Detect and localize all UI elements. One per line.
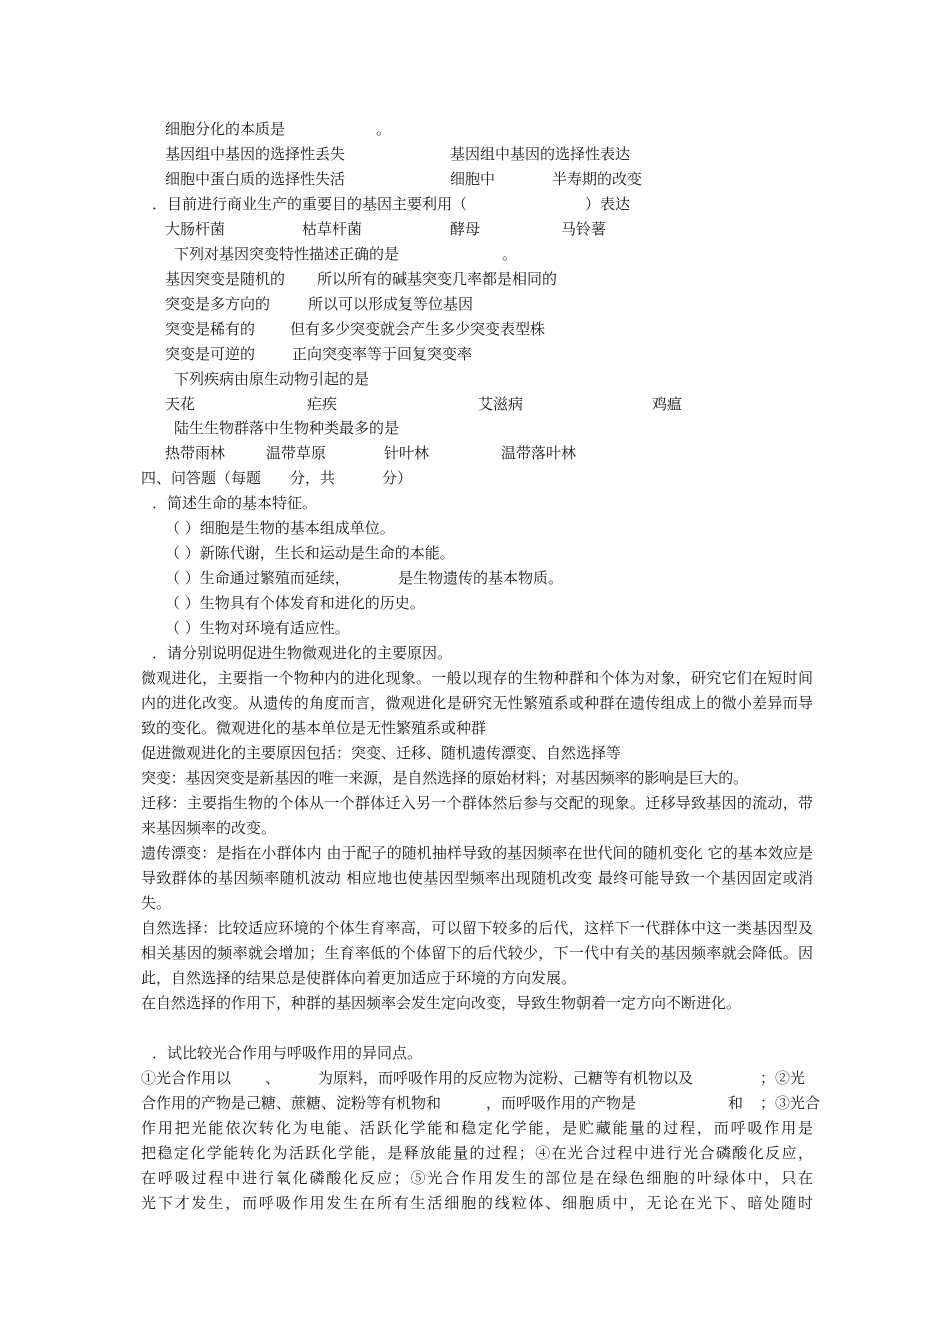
q-photo-line-5: 在呼吸过程中进行氧化磷酸化反应；⑤光合作用发生的部位是在绿色细胞的叶绿体中，只在 <box>141 1169 813 1187</box>
q-evo-paragraph-4: 迁移：主要指生物的个体从一个群体迁入另一个群体然后参与交配的现象。迁移导致基因的流动，带来基因频率的改变。 <box>141 794 813 837</box>
section-4-title-part2: 分，共 <box>290 469 336 487</box>
q-dis-option-b: 疟疾 <box>307 395 338 413</box>
q-mut-option-d-part1: 突变是可逆的 <box>165 345 256 363</box>
q-gene-option-c: 酵母 <box>450 220 481 238</box>
q-evo-paragraph-6: 自然选择：比较适应环境的个体生育率高，可以留下较多的后代，这样下一代群体中这一类基因型及相关基因的频率就会增加；生育率低的个体留下的后代较少，下一代中有关的基因频率就会降低。因此，自然选择的结果总是使群体向着更加适应于环境的方向发展。 <box>141 919 813 987</box>
q-eco-stem: 陆生生物群落中生物种类最多的是 <box>174 419 400 437</box>
q-photo-line-3: 作用把光能依次转化为电能、活跃化学能和稳定化学能，是贮藏能量的过程，而呼吸作用是 <box>141 1119 813 1137</box>
q-mut-end: 。 <box>502 245 518 263</box>
q-eco-option-a: 热带雨林 <box>165 444 226 462</box>
q-dis-option-c: 艾滋病 <box>478 395 524 413</box>
q-photo-line-1-d: ；②光 <box>760 1069 806 1087</box>
q-gene-end: ）表达 <box>585 195 631 213</box>
q-diff-option-d-part1: 细胞中 <box>450 170 496 188</box>
q-photo-line-2-d: ；③光合 <box>760 1094 821 1112</box>
q-diff-option-b: 基因组中基因的选择性表达 <box>450 145 631 163</box>
q-life-item-4: （ ）生物具有个体发育和进化的历史。 <box>165 594 425 612</box>
q-photo-line-2-a: 合作用的产物是己糖、蔗糖、淀粉等有机物和 <box>141 1094 442 1112</box>
q-diff-option-a: 基因组中基因的选择性丢失 <box>165 145 346 163</box>
q-dis-option-d: 鸡瘟 <box>652 395 683 413</box>
q-mut-option-c-part1: 突变是稀有的 <box>165 320 256 338</box>
q-evo-paragraph-5: 遗传漂变：是指在小群体内 由于配子的随机抽样导致的基因频率在世代间的随机变化 它的基本效应是导致群体的基因频率随机波动 相应地也使基因型频率出现随机改变 最终可能导致一个基因固定或消失。 <box>141 844 813 912</box>
q-photo-line-1-c: 为原料，而呼吸作用的反应物为淀粉、己糖等有机物以及 <box>318 1069 694 1087</box>
q-evo-paragraph-7: 在自然选择的作用下，种群的基因频率会发生定向改变，导致生物朝着一定方向不断进化。 <box>141 994 742 1012</box>
q-mut-option-c-part2: 但有多少突变就会产生多少突变表型株 <box>290 320 546 338</box>
q-life-item-2: （ ）新陈代谢，生长和运动是生命的本能。 <box>165 544 455 562</box>
q-eco-option-c: 针叶林 <box>384 444 430 462</box>
q-photo-line-6: 光下才发生，而呼吸作用发生在所有生活细胞的线粒体、细胞质中，无论在光下、暗处随时 <box>141 1194 813 1212</box>
q-diff-option-d-part2: 半寿期的改变 <box>552 170 643 188</box>
q-dis-stem: 下列疾病由原生动物引起的是 <box>174 370 370 388</box>
q-evo-paragraph-2: 促进微观进化的主要原因包括：突变、迁移、随机遗传漂变、自然选择等 <box>141 744 622 762</box>
q-photo-line-2-b: ，而呼吸作用的产物是 <box>486 1094 637 1112</box>
q-life-item-3-tail: 是生物遗传的基本物质。 <box>398 569 564 587</box>
q-eco-option-b: 温带草原 <box>266 444 327 462</box>
q-life-item-1: （ ）细胞是生物的基本组成单位。 <box>165 519 395 537</box>
q-gene-option-a: 大肠杆菌 <box>165 220 226 238</box>
q-evo-paragraph-3: 突变：基因突变是新基因的唯一来源，是自然选择的原始材料；对基因频率的影响是巨大的。 <box>141 769 748 787</box>
q-mut-option-b-part1: 突变是多方向的 <box>165 295 271 313</box>
q-mut-option-b-part2: 所以可以形成复等位基因 <box>308 295 474 313</box>
q-gene-option-b: 枯草杆菌 <box>302 220 363 238</box>
q-mut-option-a-part1: 基因突变是随机的 <box>165 270 286 288</box>
q-photo-line-1-a: ①光合作用以 <box>141 1069 232 1087</box>
section-4-title-part1: 四、问答题（每题 <box>141 469 262 487</box>
q-photo-line-1-b: 、 <box>265 1069 281 1087</box>
q-diff-stem: 细胞分化的本质是 <box>165 120 286 138</box>
section-4-title-part3: 分） <box>382 469 413 487</box>
q-mut-option-d-part2: 正向突变率等于回复突变率 <box>292 345 473 363</box>
q-mut-stem: 下列对基因突变特性描述正确的是 <box>174 245 400 263</box>
q-life-item-5: （ ）生物对环境有适应性。 <box>165 619 350 637</box>
q-eco-option-d: 温带落叶林 <box>501 444 577 462</box>
q-photo-line-2-c: 和 <box>728 1094 744 1112</box>
q-photo-line-4: 把稳定化学能转化为活跃化学能，是释放能量的过程；④在光合过程中进行光合磷酸化反应， <box>141 1144 813 1162</box>
q-photo-stem: ．试比较光合作用与呼吸作用的异同点。 <box>152 1044 423 1062</box>
q-life-item-3: （ ）生命通过繁殖而延续， <box>165 569 350 587</box>
q-dis-option-a: 天花 <box>165 395 196 413</box>
q-mut-option-a-part2: 所以所有的碱基突变几率都是相同的 <box>317 270 558 288</box>
q-gene-stem: ．目前进行商业生产的重要目的基因主要利用（ <box>152 195 468 213</box>
q-life-stem: ．简述生命的基本特征。 <box>152 494 318 512</box>
q-evo-paragraph-1: 微观进化，主要指一个物种内的进化现象。一般以现存的生物种群和个体为对象，研究它们在短时间内的进化改变。从遗传的角度而言，微观进化是研究无性繁殖系或种群在遗传组成上的微小差异而导致的变化。微观进化的基本单位是无性繁殖系或种群 <box>141 669 813 737</box>
q-gene-option-d: 马铃薯 <box>561 220 607 238</box>
q-evo-stem: ．请分别说明促进生物微观进化的主要原因。 <box>152 644 453 662</box>
q-diff-option-c: 细胞中蛋白质的选择性失活 <box>165 170 346 188</box>
q-diff-end: 。 <box>376 120 392 138</box>
